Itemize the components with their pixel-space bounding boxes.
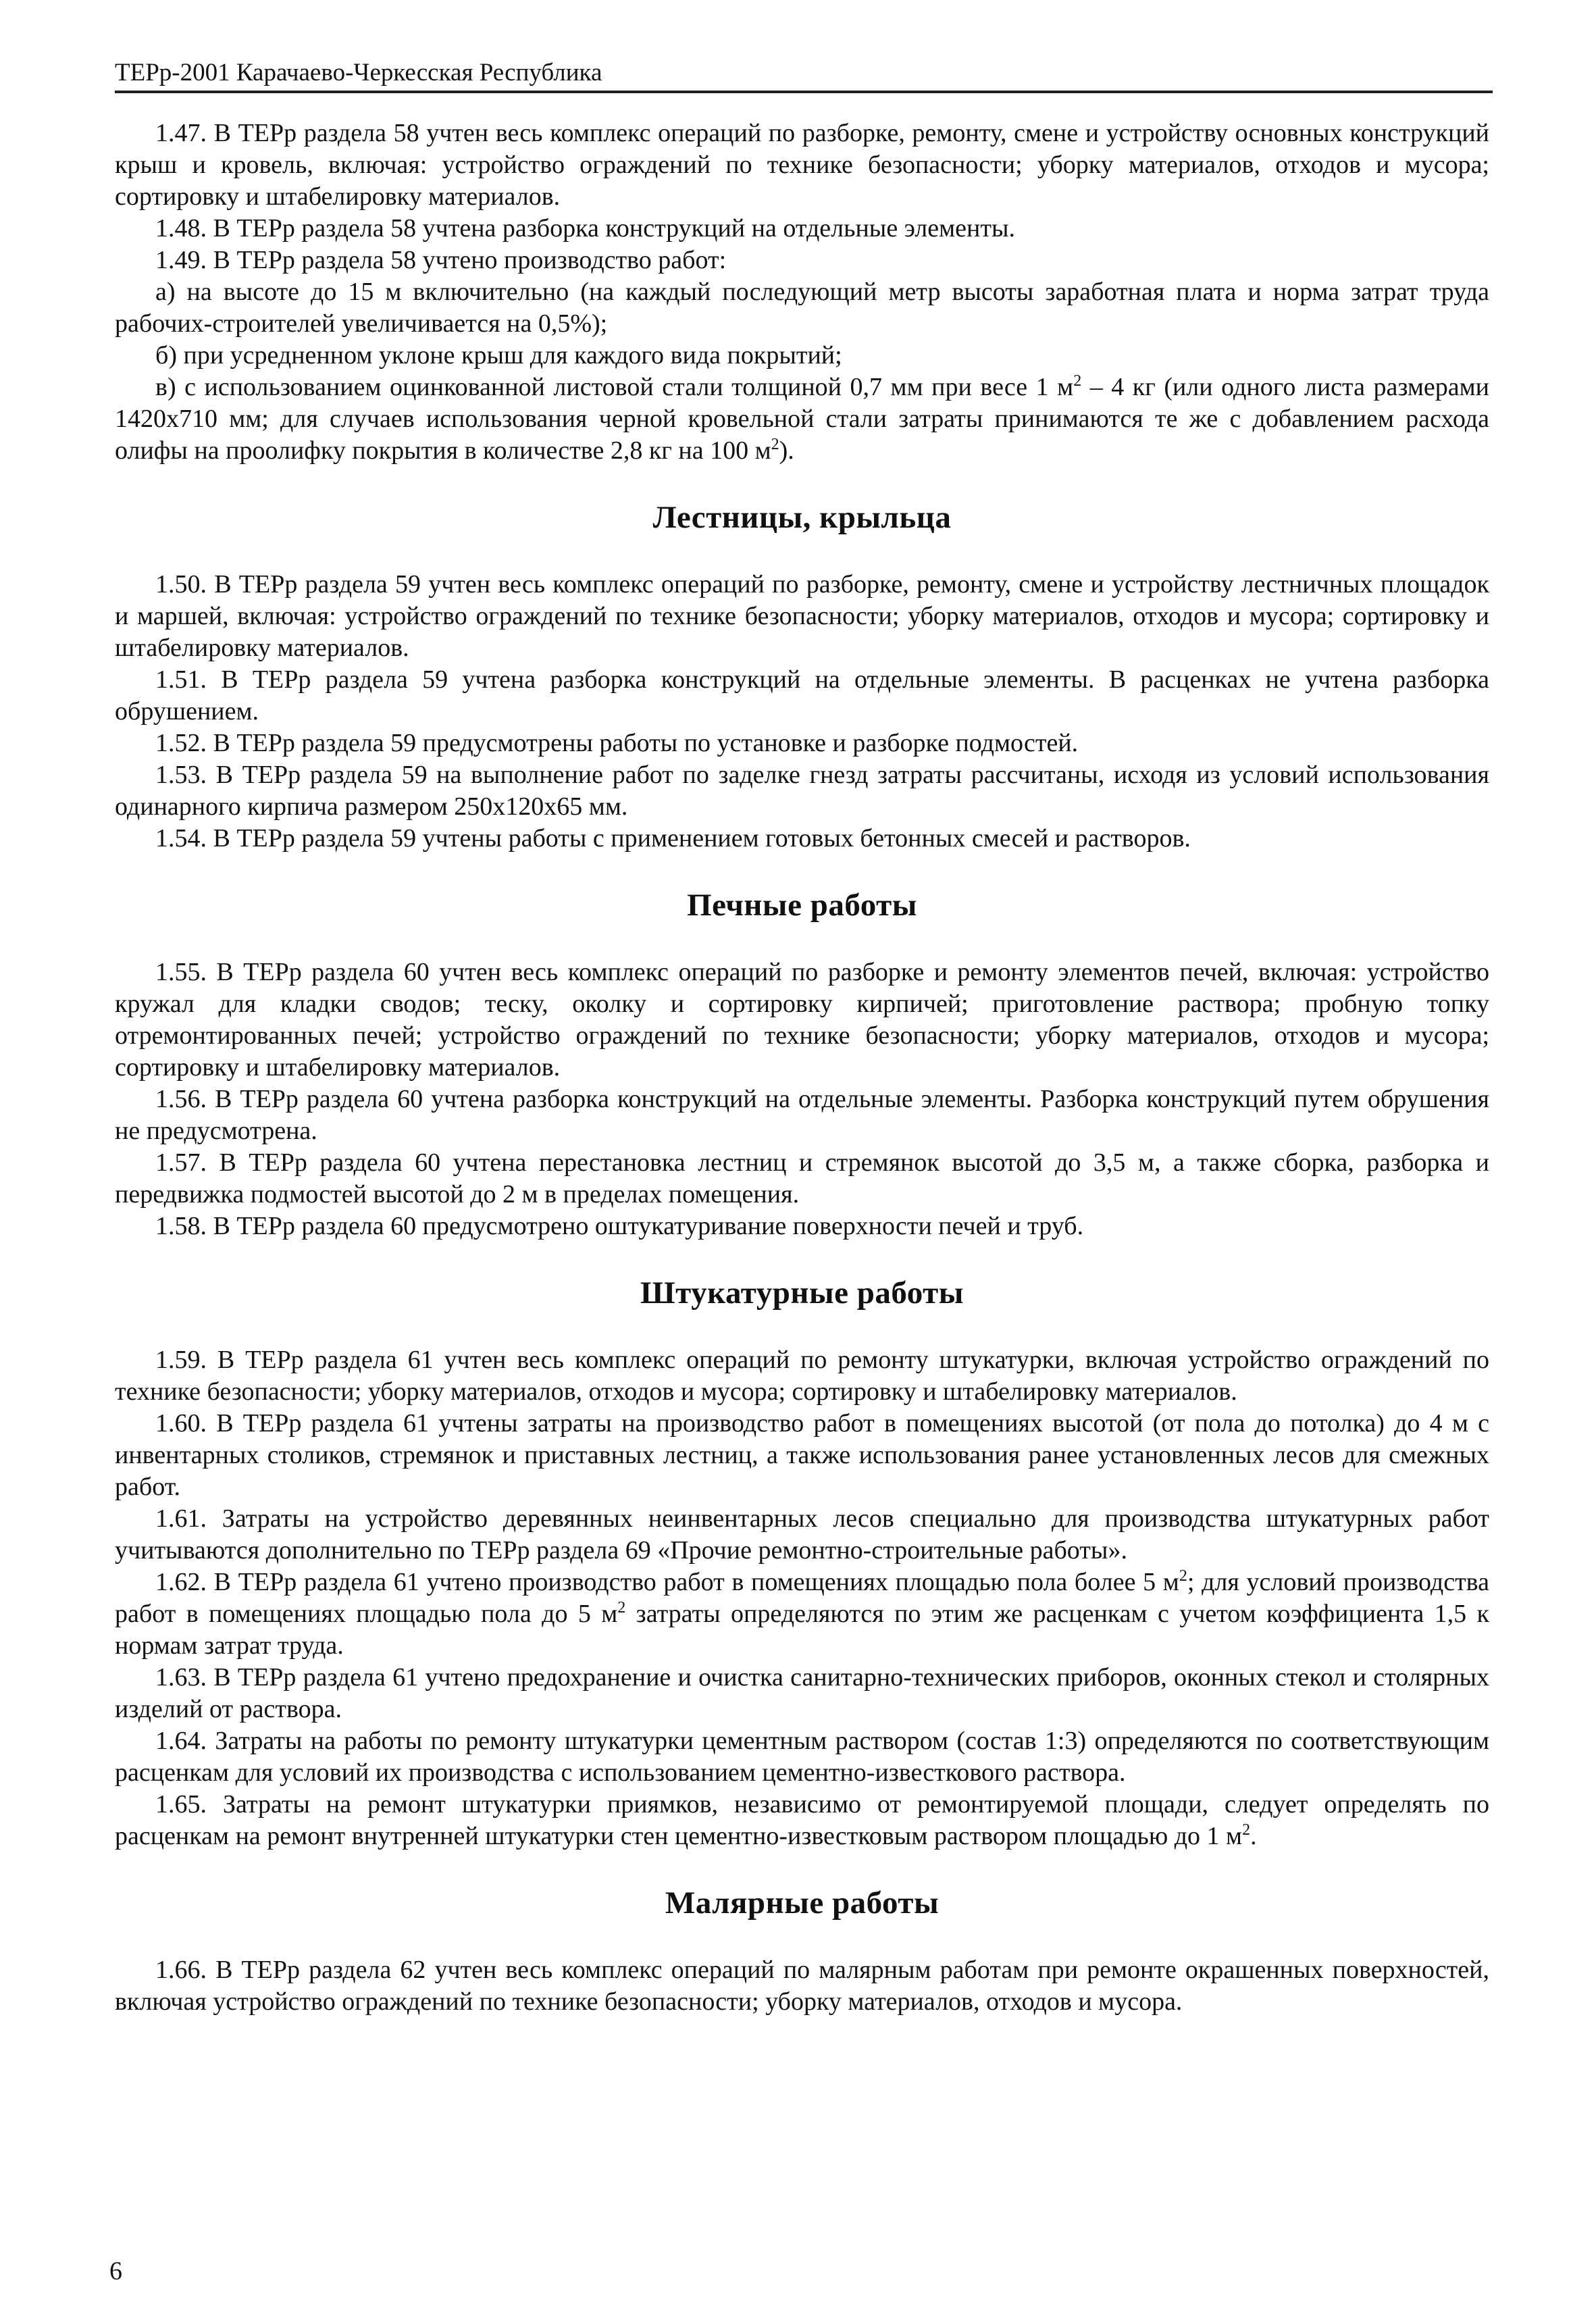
superscript: 2	[1179, 1567, 1187, 1585]
running-header: ТЕРр-2001 Карачаево-Черкесская Республика	[115, 57, 1493, 93]
paragraph-1-48: 1.48. В ТЕРр раздела 58 учтена разборка конструкций на отдельные элементы.	[155, 214, 1016, 243]
section-heading-painting: Малярные работы	[665, 1885, 939, 1921]
paragraph-1-49-a: а) на высоте до 15 м включительно (на каждый последующий метр высоты заработная плата и норма затрат труда рабочих-строителей увеличивается на 0,5%);	[115, 278, 1489, 338]
text-run: 1.65. Затраты на ремонт штукатурки приямков, независимо от ремонтируемой площади, следует определять по расценкам на ремонт внутренней штукатурки стен цементно-известковым раствором площадью до 1 м	[115, 1790, 1489, 1850]
paragraph-1-53: 1.53. В ТЕРр раздела 59 на выполнение работ по заделке гнезд затраты рассчитаны, исходя из условий использования одинарного кирпича размером 250х120х65 мм.	[115, 761, 1489, 821]
paragraph-1-49-c	[115, 372, 1489, 467]
text-run: – 4 кг (или одного листа размерами 1420х710 мм; для случаев использования черной кровельной стали затраты принимаются те же с добавлением расхода олифы на проолифку покрытия в количестве 2,8 кг на 100 м	[115, 373, 1489, 465]
paragraph-1-57: 1.57. В ТЕРр раздела 60 учтена перестановка лестниц и стремянок высотой до 3,5 м, а также сборка, разборка и передвижка подмостей высотой до 2 м в пределах помещения.	[115, 1148, 1489, 1209]
paragraph-1-49: 1.49. В ТЕРр раздела 58 учтено производство работ:	[155, 246, 727, 274]
text-run: ; для условий производства работ в помещениях площадью пола до 5 м	[115, 1568, 1489, 1628]
paragraph-1-54: 1.54. В ТЕРр раздела 59 учтены работы с применением готовых бетонных смесей и растворов.	[155, 824, 1191, 853]
text-run: ).	[779, 436, 794, 465]
paragraph-1-55: 1.55. В ТЕРр раздела 60 учтен весь комплекс операций по разборке и ремонту элементов печей, включая: устройство кружал для кладки сводов; теску, околку и сортировку кирпичей; приготовление раствора; пробную топку отремонтированных печей; устройство ограждений по технике безопасности; уборку материалов, отходов и мусора; сортировку и штабелировку материалов.	[115, 958, 1489, 1082]
text-run: в) с использованием оцинкованной листовой стали толщиной 0,7 мм при весе 1 м	[155, 373, 1074, 401]
text-run: затраты определяются по этим же расценкам с учетом коэффициента 1,5 к нормам затрат труда.	[115, 1600, 1489, 1660]
paragraph-1-61: 1.61. Затраты на устройство деревянных неинвентарных лесов специально для производства штукатурных работ учитываются дополнительно по ТЕРр раздела 69 «Прочие ремонтно-строительные работы».	[115, 1504, 1489, 1565]
paragraph-1-51: 1.51. В ТЕРр раздела 59 учтена разборка конструкций на отдельные элементы. В расценках не учтена разборка обрушением.	[115, 665, 1489, 726]
section-heading-plaster: Штукатурные работы	[640, 1275, 964, 1311]
paragraph-1-63: 1.63. В ТЕРр раздела 61 учтено предохранение и очистка санитарно-технических приборов, оконных стекол и столярных изделий от раствора.	[115, 1663, 1489, 1723]
paragraph-1-50: 1.50. В ТЕРр раздела 59 учтен весь комплекс операций по разборке, ремонту, смене и устройству лестничных площадок и маршей, включая: устройство ограждений по технике безопасности; уборку материалов, отходов и мусора; сортировку и штабелировку материалов.	[115, 570, 1489, 662]
paragraph-1-59: 1.59. В ТЕРр раздела 61 учтен весь комплекс операций по ремонту штукатурки, включая устройство ограждений по технике безопасности; уборку материалов, отходов и мусора; сортировку и штабелировку материалов.	[115, 1346, 1489, 1406]
superscript: 2	[1073, 372, 1082, 390]
page-number: 6	[109, 2257, 122, 2285]
paragraph-1-47: 1.47. В ТЕРр раздела 58 учтен весь комплекс операций по разборке, ремонту, смене и устройству основных конструкций крыш и кровель, включая: устройство ограждений по технике безопасности; уборку материалов, отходов и мусора; сортировку и штабелировку материалов.	[115, 119, 1489, 211]
superscript: 2	[617, 1599, 626, 1617]
section-heading-stove: Печные работы	[687, 888, 917, 923]
superscript: 2	[771, 436, 779, 453]
paragraph-1-65	[115, 1789, 1489, 1852]
paragraph-1-52: 1.52. В ТЕРр раздела 59 предусмотрены работы по установке и разборке подмостей.	[155, 729, 1079, 757]
paragraph-1-56: 1.56. В ТЕРр раздела 60 учтена разборка конструкций на отдельные элементы. Разборка конструкций путем обрушения не предусмотрена.	[115, 1085, 1489, 1145]
superscript: 2	[1242, 1821, 1251, 1839]
document-body	[115, 118, 1489, 2018]
section-heading-stairs: Лестницы, крыльца	[652, 500, 952, 535]
paragraph-1-62	[115, 1567, 1489, 1662]
text-run: 1.62. В ТЕРр раздела 61 учтено производство работ в помещениях площадью пола более 5 м	[155, 1568, 1179, 1596]
paragraph-1-66: 1.66. В ТЕРр раздела 62 учтен весь комплекс операций по малярным работам при ремонте окрашенных поверхностей, включая устройство ограждений по технике безопасности; уборку материалов, отходов и мусора.	[115, 1956, 1489, 2016]
text-run: .	[1250, 1822, 1257, 1850]
paragraph-1-58: 1.58. В ТЕРр раздела 60 предусмотрено оштукатуривание поверхности печей и труб.	[155, 1212, 1084, 1240]
paragraph-1-64: 1.64. Затраты на работы по ремонту штукатурки цементным раствором (состав 1:3) определяются по соответствующим расценкам для условий их производства с использованием цементно-известкового раствора.	[115, 1727, 1489, 1787]
paragraph-1-60: 1.60. В ТЕРр раздела 61 учтены затраты на производство работ в помещениях высотой (от пола до потолка) до 4 м с инвентарных столиков, стремянок и приставных лестниц, а также использования ранее установленных лесов для смежных работ.	[115, 1409, 1489, 1501]
paragraph-1-49-b: б) при усредненном уклоне крыш для каждого вида покрытий;	[155, 341, 842, 370]
